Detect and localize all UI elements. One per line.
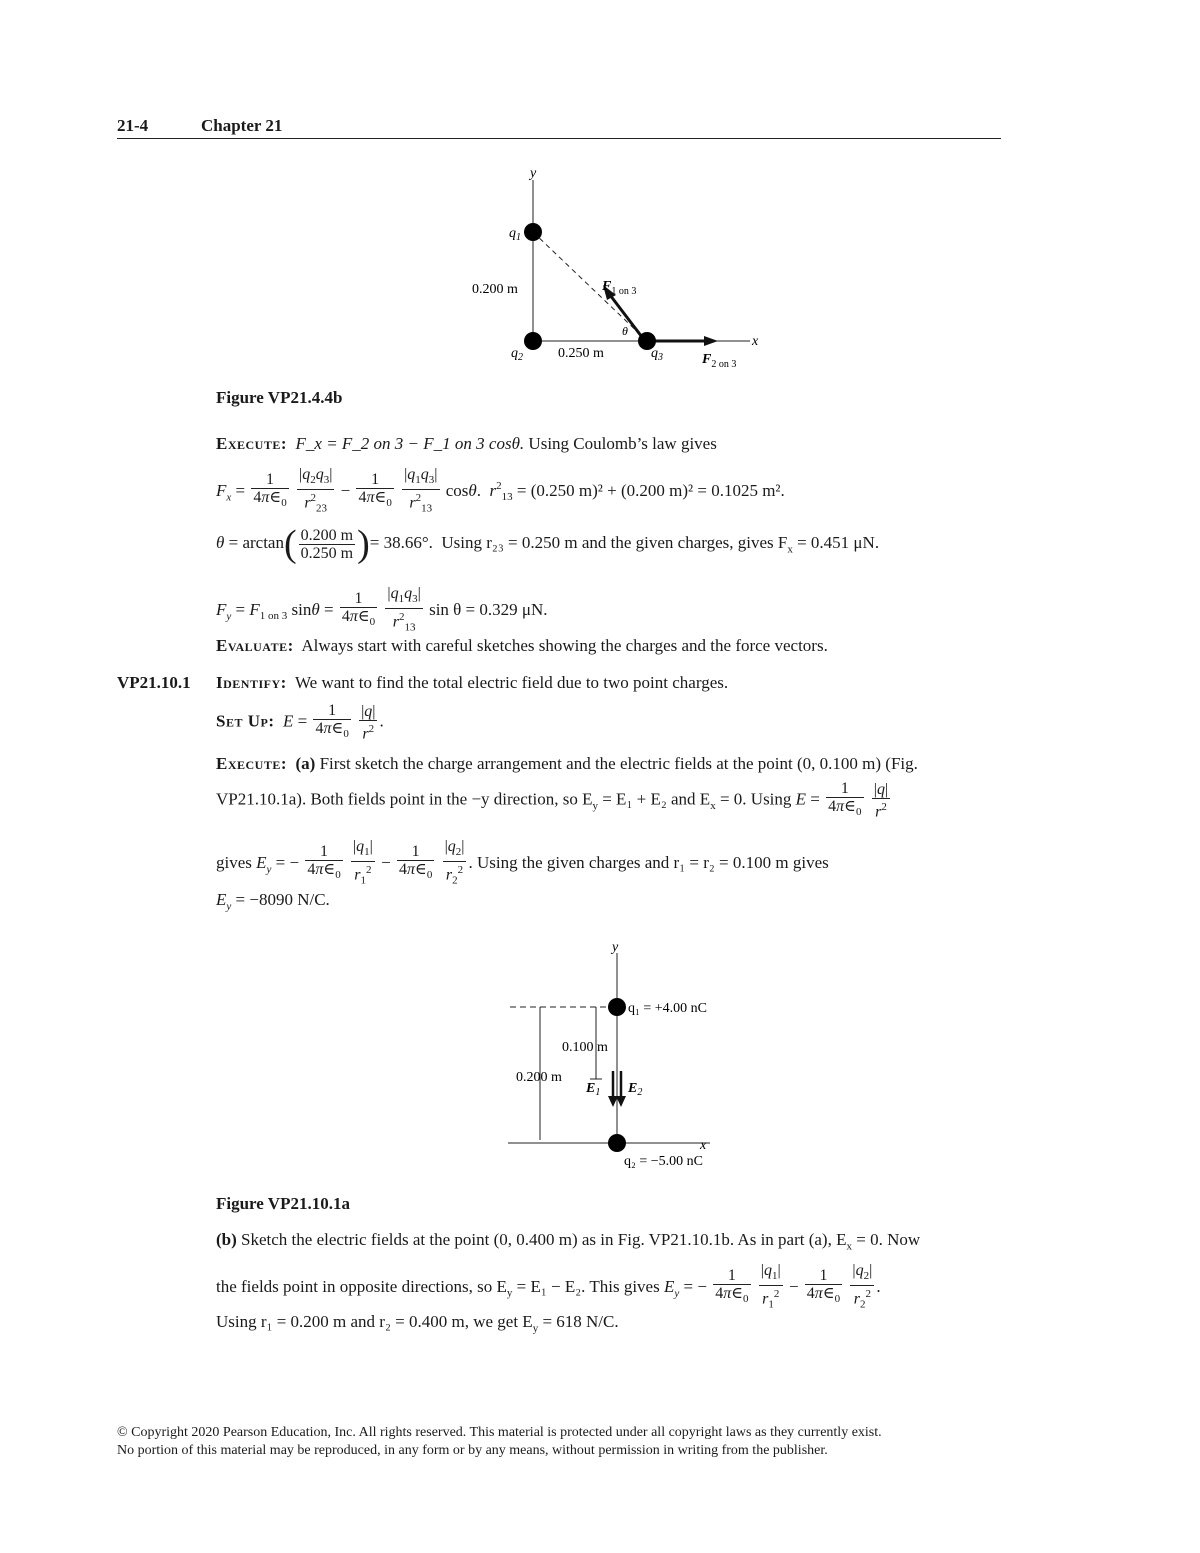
execute-1-fy: $F_y = F_{1 on 3}$ sinθ = $\frac{1}{4\pi\in_0}$ $\frac{|q_1q_3|}{r^2_{13}}$ sin θ = 0.329 μN. xyxy=(216,585,548,634)
part-b-line1: (b) Sketch the electric fields at the point (0, 0.400 m) as in Fig. VP21.10.1b. As in part (a), $E_x = 0$. Now xyxy=(216,1230,921,1253)
q3-label: $q_3$ xyxy=(651,346,663,363)
q2-label: $q_2$ xyxy=(511,346,523,363)
copyright-line-2: No portion of this material may be reproduced, in any form or by any means, without permission in writing from the publisher. xyxy=(117,1443,828,1458)
identify-line: Identify: We want to find the total electric field due to two point charges. xyxy=(216,673,729,692)
horizontal-distance-label: 0.250 m xyxy=(558,346,604,361)
q1-label: q₁ = +4.00 nC xyxy=(628,1001,708,1016)
execute-1-theta: θ = arctan( $\frac{0.200 m}{0.250 m}$ )= 38.66°. Using r₂₃ = 0.250 m and the given charges, gives $F_x = 0.451$ μN. xyxy=(216,523,880,565)
part-a-line2: VP21.10.1a). Both fields point in the −y direction, so $E_y = E_1 + E_2$ and $E_x = 0$. Using E = $\frac{1}{4\pi\in_0}$ $\frac{|q|}{r^2}$ xyxy=(216,780,889,821)
figure-vp21-10-1a xyxy=(500,935,780,1180)
q2-label: q₂ = −5.00 nC xyxy=(624,1154,704,1169)
force-1-label: $F_{1 on 3}$ xyxy=(602,279,637,297)
gives-line: gives $E_y$ = − $\frac{1}{4\pi\in_0}$ $\frac{|q_1|}{r_1^2}$ − $\frac{1}{4\pi\in_0}$ $\frac{|q_2|}{r_2^2}$ . Using the given charges and r₁ = r₂ = 0.100 m gives xyxy=(216,838,829,887)
y-axis-label: y xyxy=(530,166,537,181)
copyright-line-1: © Copyright 2020 Pearson Education, Inc. All rights reserved. This material is protected under all copyright laws as they currently exist. xyxy=(117,1425,882,1440)
header-rule xyxy=(117,138,1001,139)
x-axis-label: x xyxy=(700,1138,707,1153)
execute-1-line2: $F_x$ = $\frac{1}{4\pi\in_0}$ $\frac{|q_2q_3|}{r^2_{23}}$ − $\frac{1}{4\pi\in_0}$ $\frac{|q_1q_3|}{r^2_{13}}$ cosθ. $r^2_{13} = (0.250$ m)² + (0.200 m)² = 0.1025 m². xyxy=(216,466,785,515)
page-number: 21-4 xyxy=(117,116,149,135)
part-b-line2: the fields point in opposite directions, so $E_y = E_1 - E_2$. This gives $E_y$ = − $\frac{1}{4\pi\in_0}$ $\frac{|q_1|}{r_1^2}$ − $\frac{1}{4\pi\in_0}$ $\frac{|q_2|}{r_2^2}$ . xyxy=(216,1262,881,1311)
x-axis-label: x xyxy=(752,334,759,349)
evaluate-1: Evaluate: Always start with careful sketches showing the charges and the force vectors. xyxy=(216,636,828,655)
part-a-line1: Execute: (a) First sketch the charge arrangement and the electric fields at the point (0, 0.100 m) (Fig. xyxy=(216,754,918,773)
charge-q1 xyxy=(524,223,542,241)
force-2-label: $F_{2 on 3}$ xyxy=(702,352,737,370)
figure-vp21-4-4b xyxy=(460,165,780,380)
ey-result: $E_y = -8090$ N/C. xyxy=(216,890,330,913)
problem-number: VP21.10.1 xyxy=(117,673,191,692)
part-b-line3: Using r₁ = 0.200 m and r₂ = 0.400 m, we get $E_y = 618$ N/C. xyxy=(216,1312,619,1335)
execute-1-line1: Execute: F_x = F_2 on 3 − F_1 on 3 cosθ. Using Coulomb’s law gives xyxy=(216,434,717,453)
y-axis-label: y xyxy=(612,940,619,955)
distance-0100-label: 0.100 m xyxy=(562,1040,608,1055)
force-2-on-3-arrowhead xyxy=(704,336,718,346)
e1-label: $E_1$ xyxy=(586,1081,601,1098)
charge-q2 xyxy=(524,332,542,350)
setup-line: Set Up: E = $\frac{1}{4\pi\in_0}$ $\frac{|q|}{r^2}$ . xyxy=(216,702,384,743)
charge-q2 xyxy=(608,1134,626,1152)
charge-q1 xyxy=(608,998,626,1016)
figure-1-caption: Figure VP21.4.4b xyxy=(216,388,343,407)
e2-label: $E_2$ xyxy=(628,1081,643,1098)
q1-label: $q_1$ xyxy=(509,226,521,243)
figure-2-caption: Figure VP21.10.1a xyxy=(216,1194,350,1213)
chapter-title: Chapter 21 xyxy=(201,116,283,135)
vertical-distance-label: 0.200 m xyxy=(472,282,518,297)
distance-0200-label: 0.200 m xyxy=(516,1070,562,1085)
angle-label: θ xyxy=(622,324,628,338)
